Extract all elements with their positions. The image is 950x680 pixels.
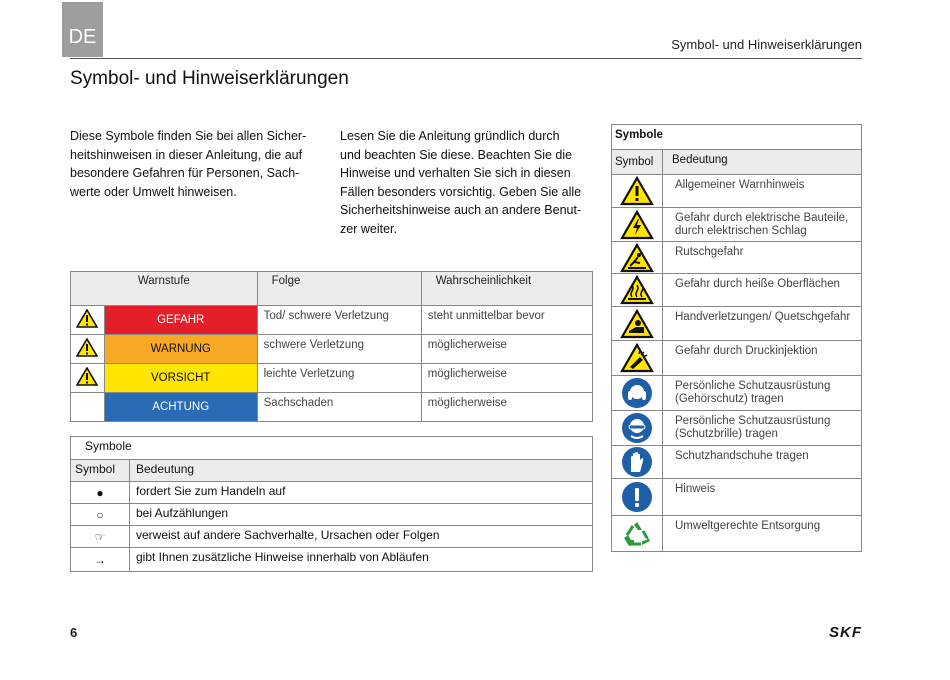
hot-surface-icon (612, 274, 663, 307)
table-row (612, 411, 862, 446)
table-row (71, 548, 593, 572)
eye-protection-icon (612, 411, 663, 446)
bullet-icon: ● (71, 482, 130, 504)
header-symbol: Symbol (71, 460, 130, 482)
info-icon (612, 479, 663, 516)
consequence-cell: Tod/ schwere Verletzung (257, 306, 421, 335)
table-row (71, 393, 593, 422)
table-caption: Symbole (612, 125, 862, 150)
meaning-cell: Gefahr durch heiße Oberflächen (663, 274, 862, 307)
level-label: VORSICHT (104, 364, 257, 393)
meaning-cell: verweist auf andere Sachverhalte, Ursachen oder Folgen (130, 526, 593, 548)
circle-icon: ○ (71, 504, 130, 526)
arrow-right-icon: → (71, 548, 130, 572)
table-caption: Symbole (71, 437, 593, 460)
meaning-cell: Schutzhandschuhe tragen (663, 446, 862, 479)
table-row (612, 376, 862, 411)
empty-symbol-cell (71, 393, 105, 422)
general-warning-icon (612, 175, 663, 208)
warning-triangle-icon (71, 306, 105, 335)
table-header-row (71, 272, 593, 306)
meaning-cell: Handverletzungen/ Quetschgefahr (663, 307, 862, 341)
table-row (71, 526, 593, 548)
probability-cell: möglicherweise (421, 335, 592, 364)
hand-crush-icon (612, 307, 663, 341)
table-row (71, 504, 593, 526)
meaning-cell: fordert Sie zum Handeln auf (130, 482, 593, 504)
table-header-row (71, 460, 593, 482)
meaning-cell: gibt Ihnen zusätzliche Hinweise innerhalb von Abläufen (130, 548, 593, 572)
meaning-cell: Allgemeiner Warnhinweis (663, 175, 862, 208)
header-folge: Folge (257, 272, 421, 306)
header-wahrscheinlichkeit: Wahrscheinlichkeit (421, 272, 592, 306)
meaning-cell: bei Aufzählungen (130, 504, 593, 526)
header-warnstufe: Warnstufe (71, 272, 258, 306)
consequence-cell: leichte Verletzung (257, 364, 421, 393)
ear-protection-icon (612, 376, 663, 411)
meaning-cell: Persönliche Schutzausrüstung (Gehörschutz) tragen (663, 376, 862, 411)
text-symbols-table (70, 436, 593, 572)
level-label: GEFAHR (104, 306, 257, 335)
language-tab: DE (62, 2, 103, 57)
meaning-cell: Gefahr durch elektrische Bauteile, durch elektrischen Schlag (663, 208, 862, 242)
table-row (71, 364, 593, 393)
table-row (612, 208, 862, 242)
meaning-cell: Rutschgefahr (663, 242, 862, 274)
warning-triangle-icon (71, 335, 105, 364)
pointing-hand-icon: ☞ (71, 526, 130, 548)
meaning-cell: Hinweis (663, 479, 862, 516)
table-row (612, 274, 862, 307)
page-title: Symbol- und Hinweiserklärungen (70, 68, 349, 89)
table-row (612, 516, 862, 552)
slip-hazard-icon (612, 242, 663, 274)
recycling-icon (612, 516, 663, 552)
table-caption-row (612, 125, 862, 150)
consequence-cell: schwere Verletzung (257, 335, 421, 364)
table-row (612, 479, 862, 516)
pressure-injection-icon (612, 341, 663, 376)
level-label: ACHTUNG (104, 393, 257, 422)
level-label: WARNUNG (104, 335, 257, 364)
header-divider (70, 58, 862, 59)
table-row (71, 306, 593, 335)
table-caption-row (71, 437, 593, 460)
header-symbol: Symbol (612, 150, 663, 175)
header-section-title: Symbol- und Hinweiserklärungen (671, 37, 862, 52)
table-row (71, 335, 593, 364)
warning-level-table (70, 271, 593, 422)
consequence-cell: Sachschaden (257, 393, 421, 422)
skf-logo: SKF (829, 624, 862, 641)
table-row (612, 446, 862, 479)
meaning-cell: Gefahr durch Druckinjektion (663, 341, 862, 376)
table-row (612, 175, 862, 208)
warning-triangle-icon (71, 364, 105, 393)
meaning-cell: Umweltgerechte Entsorgung (663, 516, 862, 552)
table-row (612, 341, 862, 376)
probability-cell: möglicherweise (421, 364, 592, 393)
intro-paragraph-1: Diese Symbole finden Sie bei allen Sicher- heitshinweisen in dieser Anleitung, die auf besondere Gefahren für Personen, Sach- werte oder Umwelt hinweisen. (70, 129, 307, 199)
header-bedeutung: Bedeutung (663, 150, 862, 175)
electric-hazard-icon (612, 208, 663, 242)
table-row (612, 307, 862, 341)
table-row (71, 482, 593, 504)
probability-cell: möglicherweise (421, 393, 592, 422)
meaning-cell: Persönliche Schutzausrüstung (Schutzbrille) tragen (663, 411, 862, 446)
pictogram-table (611, 124, 862, 552)
gloves-icon (612, 446, 663, 479)
header-bedeutung: Bedeutung (130, 460, 593, 482)
page-number: 6 (70, 625, 78, 640)
table-header-row (612, 150, 862, 175)
probability-cell: steht unmittelbar bevor (421, 306, 592, 335)
intro-paragraph-2: Lesen Sie die Anleitung gründlich durch und beachten Sie diese. Beachten Sie die Hinweise und verhalten Sie sich in diesen Fällen besonders vorsichtig. Geben Sie alle Sicherheitshinweise auch an andere Benut- zer weiter. (340, 129, 582, 236)
table-row (612, 242, 862, 274)
